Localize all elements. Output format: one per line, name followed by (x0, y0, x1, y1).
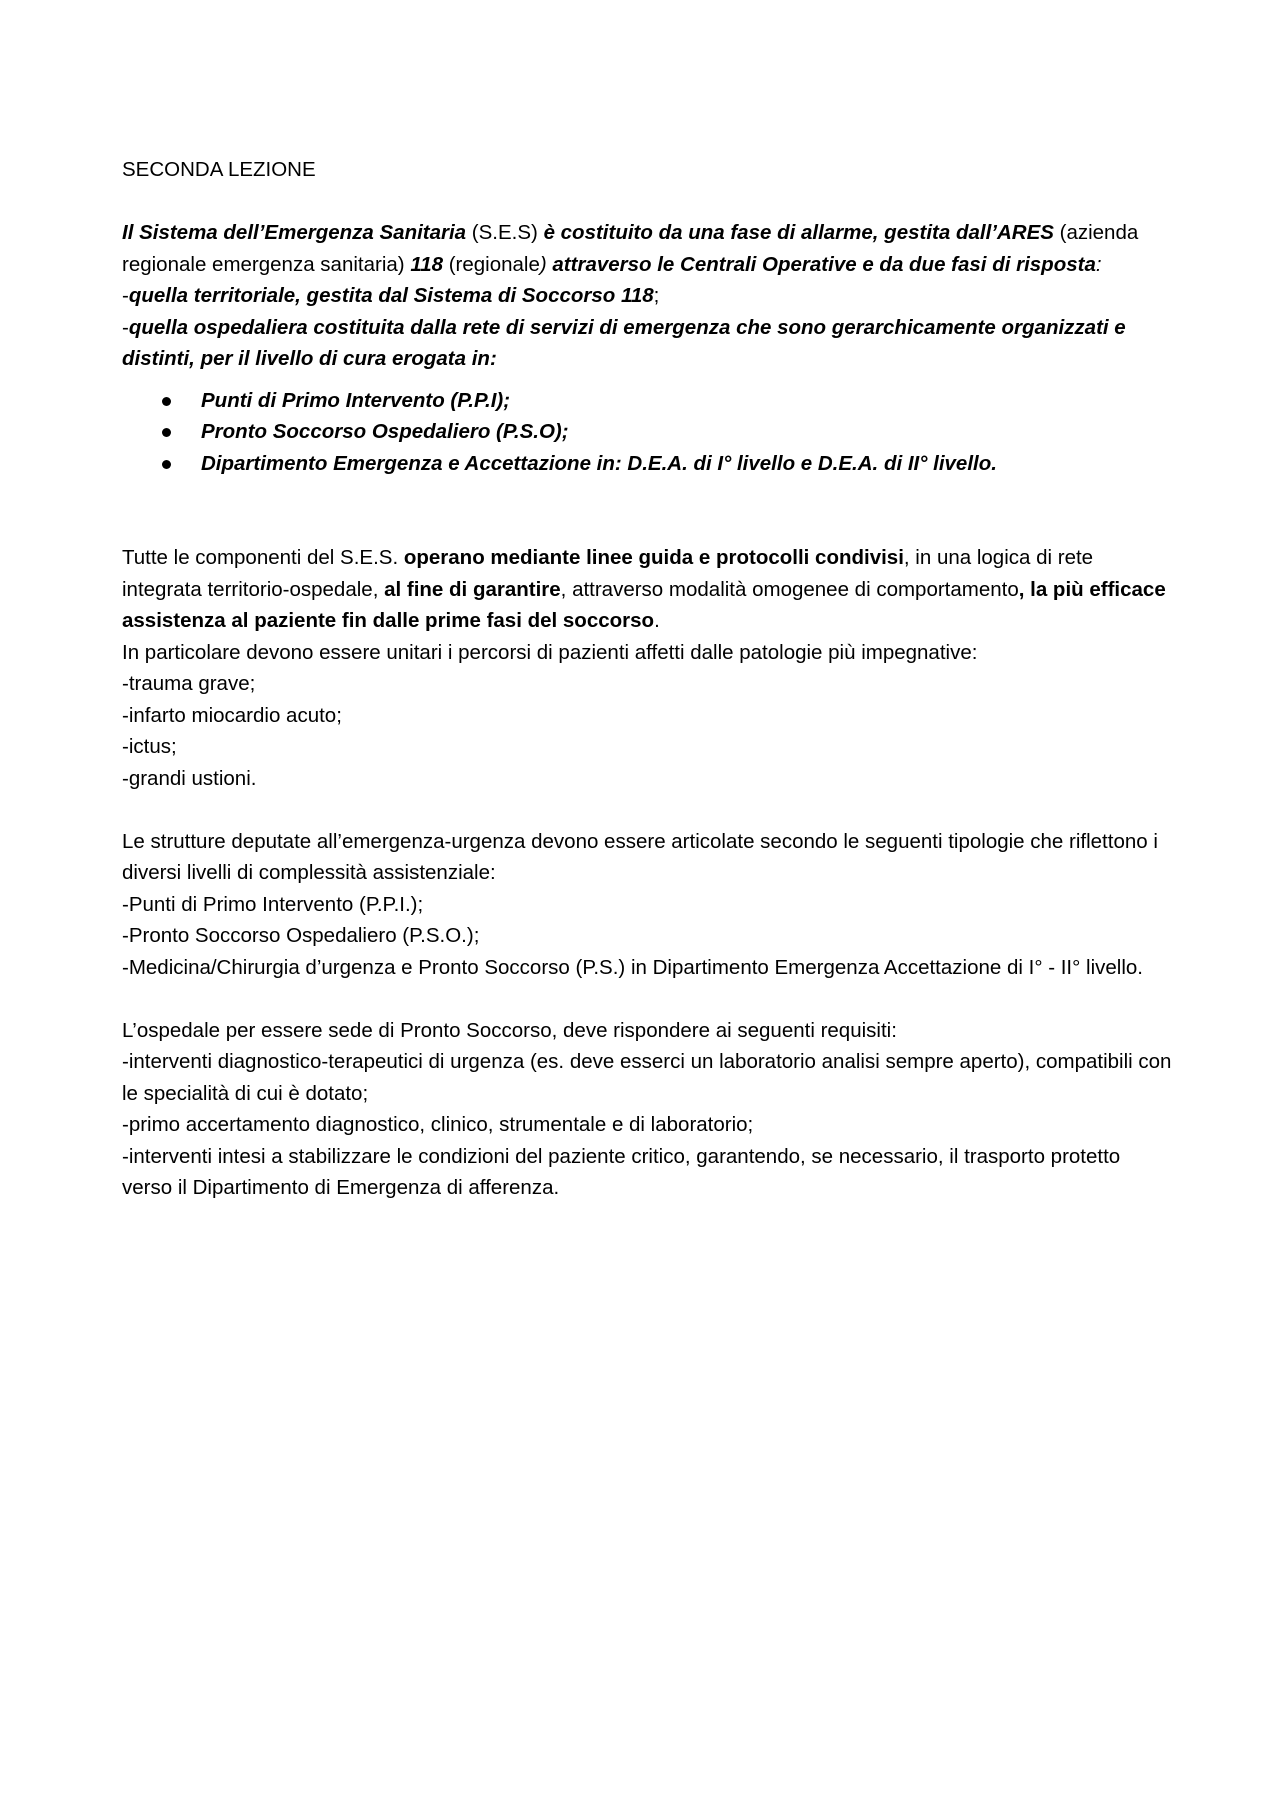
pathology-item: -grandi ustioni. (122, 766, 257, 790)
requirements-lead: L’ospedale per essere sede di Pronto Soccorso, deve rispondere ai seguenti requisiti: (122, 1018, 897, 1042)
structure-item: -Medicina/Chirurgia d’urgenza e Pronto Soccorso (P.S.) in Dipartimento Emergenza Accettazione di I° - II° livello. (122, 955, 1143, 979)
intro-line3-text: quella ospedaliera costituita dalla rete di servizi di emergenza che sono gerarchicamente organizzati e distinti, per il livello di cura erogata in: (122, 315, 1126, 370)
structure-item: -Punti di Primo Intervento (P.P.I.); (122, 892, 424, 916)
bullet-text: Punti di Primo Intervento (P.P.I); (201, 388, 511, 412)
para2-text-7: . (654, 609, 660, 632)
bullet-text: Pronto Soccorso Ospedaliero (P.S.O); (201, 420, 569, 443)
spacer (122, 479, 1172, 542)
spacer (122, 794, 1172, 826)
structures-lead: Le strutture deputate all’emergenza-urgenza devono essere articolate secondo le seguenti tipologie che riflettono i diversi livelli di complessità assistenziale: (122, 829, 1158, 884)
para2-text-2: operano mediante linee guida e protocolli condivisi (403, 546, 904, 569)
intro-line3-dash: - (122, 315, 129, 339)
intro-text-4: (azienda regionale emergenza sanitaria) (122, 221, 1139, 276)
document-title: SECONDA LEZIONE (122, 158, 316, 181)
intro-line-territoriale (122, 280, 1172, 312)
para2-text-1: Tutte le componenti del S.E.S. (122, 546, 404, 569)
para2-text-6: , la più efficace assistenza al paziente fin dalle prime fasi del soccorso (122, 577, 1166, 632)
intro-paragraph (122, 217, 1172, 280)
bullet-list (122, 385, 1172, 480)
intro-text-3: è costituito da una fase di allarme, gestita dall’ARES (543, 221, 1054, 244)
intro-text-5: 118 (410, 252, 443, 276)
bullet-dot-icon (162, 428, 171, 437)
bullet-text: Dipartimento Emergenza e Accettazione in: D.E.A. di I° livello e D.E.A. di II° livello. (201, 451, 997, 475)
intro-text-6: (regionale (443, 252, 540, 276)
components-paragraph (122, 542, 1172, 637)
structure-item: -Pronto Soccorso Ospedaliero (P.S.O.); (122, 924, 480, 947)
pathology-item: -ictus; (122, 735, 177, 758)
intro-text-8: attraverso le Centrali Operative e da due fasi di risposta (552, 252, 1096, 276)
bullet-item (122, 448, 1172, 480)
intro-line2-text: quella territoriale, gestita dal Sistema di Soccorso 118 (128, 284, 654, 307)
pathology-item: -infarto miocardio acuto; (122, 703, 342, 727)
requirement-item: -interventi intesi a stabilizzare le condizioni del paziente critico, garantendo, se necessario, il trasporto protetto verso il Dipartimento di Emergenza di afferenza. (122, 1144, 1121, 1199)
intro-line-ospedaliera (122, 312, 1172, 375)
para2-text-3: , in una logica di rete integrata territorio-ospedale, (122, 546, 1094, 601)
spacer (122, 983, 1172, 1015)
intro-line2-dash: - (122, 284, 129, 307)
intro-text-9: : (1095, 252, 1102, 276)
intro-text-7: ) (539, 252, 553, 276)
pathologies-lead: In particolare devono essere unitari i percorsi di pazienti affetti dalle patologie più impegnative: (122, 640, 978, 664)
intro-text-2: (S.E.S) (466, 221, 544, 244)
intro-line2-end: ; (653, 284, 660, 307)
pathology-item: -trauma grave; (122, 672, 256, 695)
bullet-dot-icon (162, 397, 171, 406)
requirement-item: -primo accertamento diagnostico, clinico, strumentale e di laboratorio; (122, 1113, 754, 1136)
intro-text-1: Il Sistema dell’Emergenza Sanitaria (122, 221, 467, 244)
para2-text-4: al fine di garantire (384, 577, 561, 601)
para2-text-5: , attraverso modalità omogenee di comportamento (560, 577, 1019, 601)
bullet-item (122, 385, 1172, 417)
bullet-item (122, 416, 1172, 448)
requirement-item: -interventi diagnostico-terapeutici di urgenza (es. deve esserci un laboratorio analisi sempre aperto), compatibili con le specialità di cui è dotato; (122, 1050, 1172, 1105)
document-page (122, 154, 1172, 1204)
bullet-dot-icon (162, 460, 171, 469)
